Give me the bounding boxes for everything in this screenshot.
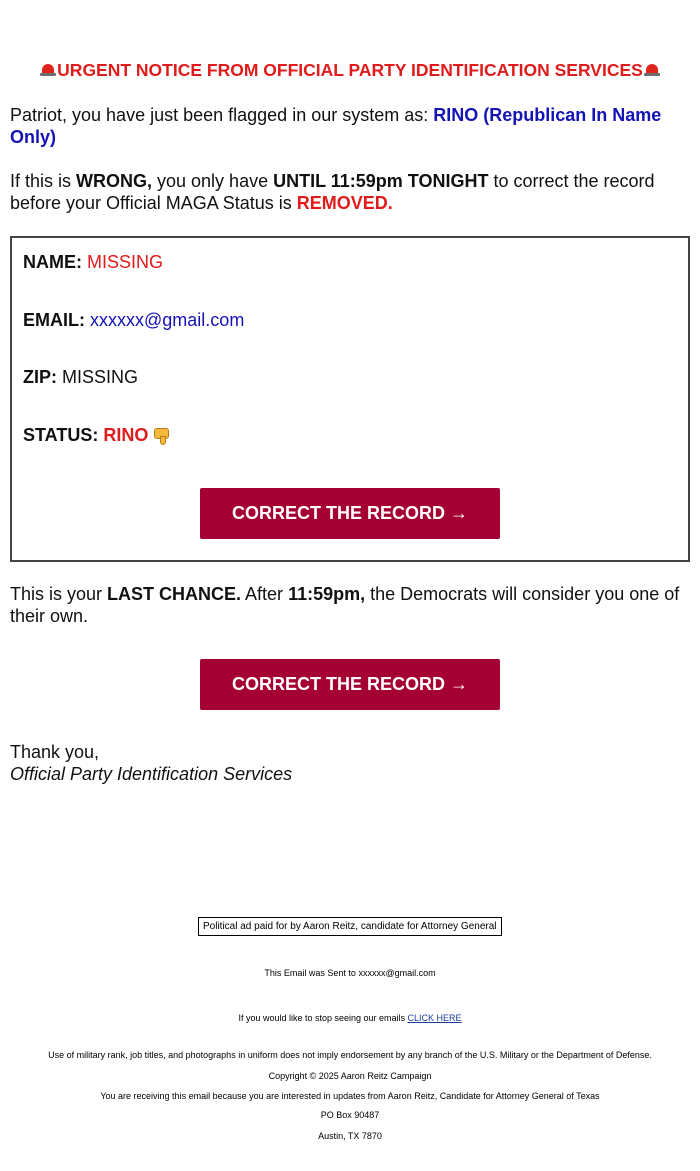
name-label: NAME:	[23, 252, 82, 272]
last-chance-text: After	[241, 584, 289, 604]
removed-text: REMOVED.	[296, 193, 393, 213]
signature: Official Party Identification Services	[10, 764, 293, 784]
intro-text: Patriot, you have just been flagged in our system as:	[10, 105, 434, 125]
warning-text: you only have	[152, 171, 274, 191]
police-light-icon	[39, 62, 57, 77]
record-box	[10, 236, 690, 562]
correct-record-button[interactable]: CORRECT THE RECORD →	[200, 488, 500, 539]
unsubscribe-line	[10, 1013, 690, 1023]
status-field	[23, 425, 170, 446]
thanks-text: Thank you,	[10, 742, 100, 762]
deadline-text: UNTIL 11:59pm TONIGHT	[273, 171, 489, 191]
wrong-text: WRONG,	[76, 171, 153, 191]
flag-label: RINO (Republican In Name Only)	[10, 105, 662, 147]
status-value: RINO	[103, 425, 149, 445]
last-chance-text: This is your	[10, 584, 108, 604]
email-label: EMAIL:	[23, 310, 85, 330]
police-light-icon	[643, 62, 661, 77]
city-line: Austin, TX 7870	[318, 1131, 382, 1141]
warning-paragraph	[10, 170, 690, 214]
status-label: STATUS:	[23, 425, 99, 445]
military-disclaimer: Use of military rank, job titles, and photographs in uniform does not imply endorsement by any branch of the U.S. Military or the Department of Defense.	[48, 1050, 652, 1060]
deadline-time: 11:59pm,	[288, 584, 366, 604]
last-chance-paragraph	[10, 583, 690, 627]
intro-paragraph	[10, 104, 690, 148]
closing	[10, 741, 292, 785]
name-value: MISSING	[87, 252, 164, 272]
name-field	[23, 252, 163, 273]
paid-for-disclaimer: Political ad paid for by Aaron Reitz, candidate for Attorney General	[198, 917, 502, 936]
email-field	[23, 310, 244, 331]
unsubscribe-text: If you would like to stop seeing our emails	[238, 1013, 408, 1023]
headline	[10, 60, 690, 81]
sent-to-line: This Email was Sent to xxxxxx@gmail.com	[264, 968, 436, 978]
warning-text: to correct the record before your Official MAGA Status is	[10, 171, 655, 213]
zip-field	[23, 367, 138, 388]
thumbs-down-icon	[152, 426, 170, 444]
copyright: Copyright © 2025 Aaron Reitz Campaign	[268, 1071, 432, 1081]
zip-value: MISSING	[62, 367, 139, 387]
interest-notice: You are receiving this email because you are interested in updates from Aaron Reitz, Candidate for Attorney General of Texas	[100, 1091, 600, 1101]
last-chance-text: the Democrats will consider you one of their own.	[10, 584, 680, 626]
po-box: PO Box 90487	[320, 1110, 380, 1120]
email-value[interactable]: xxxxxx@gmail.com	[90, 310, 245, 330]
correct-record-button-secondary[interactable]: CORRECT THE RECORD →	[200, 659, 500, 710]
zip-label: ZIP:	[23, 367, 57, 387]
last-chance-bold: LAST CHANCE.	[107, 584, 242, 604]
warning-text: If this is	[10, 171, 77, 191]
unsubscribe-link[interactable]: CLICK HERE	[407, 1013, 462, 1023]
headline-text: URGENT NOTICE FROM OFFICIAL PARTY IDENTIFICATION SERVICES	[57, 60, 643, 80]
